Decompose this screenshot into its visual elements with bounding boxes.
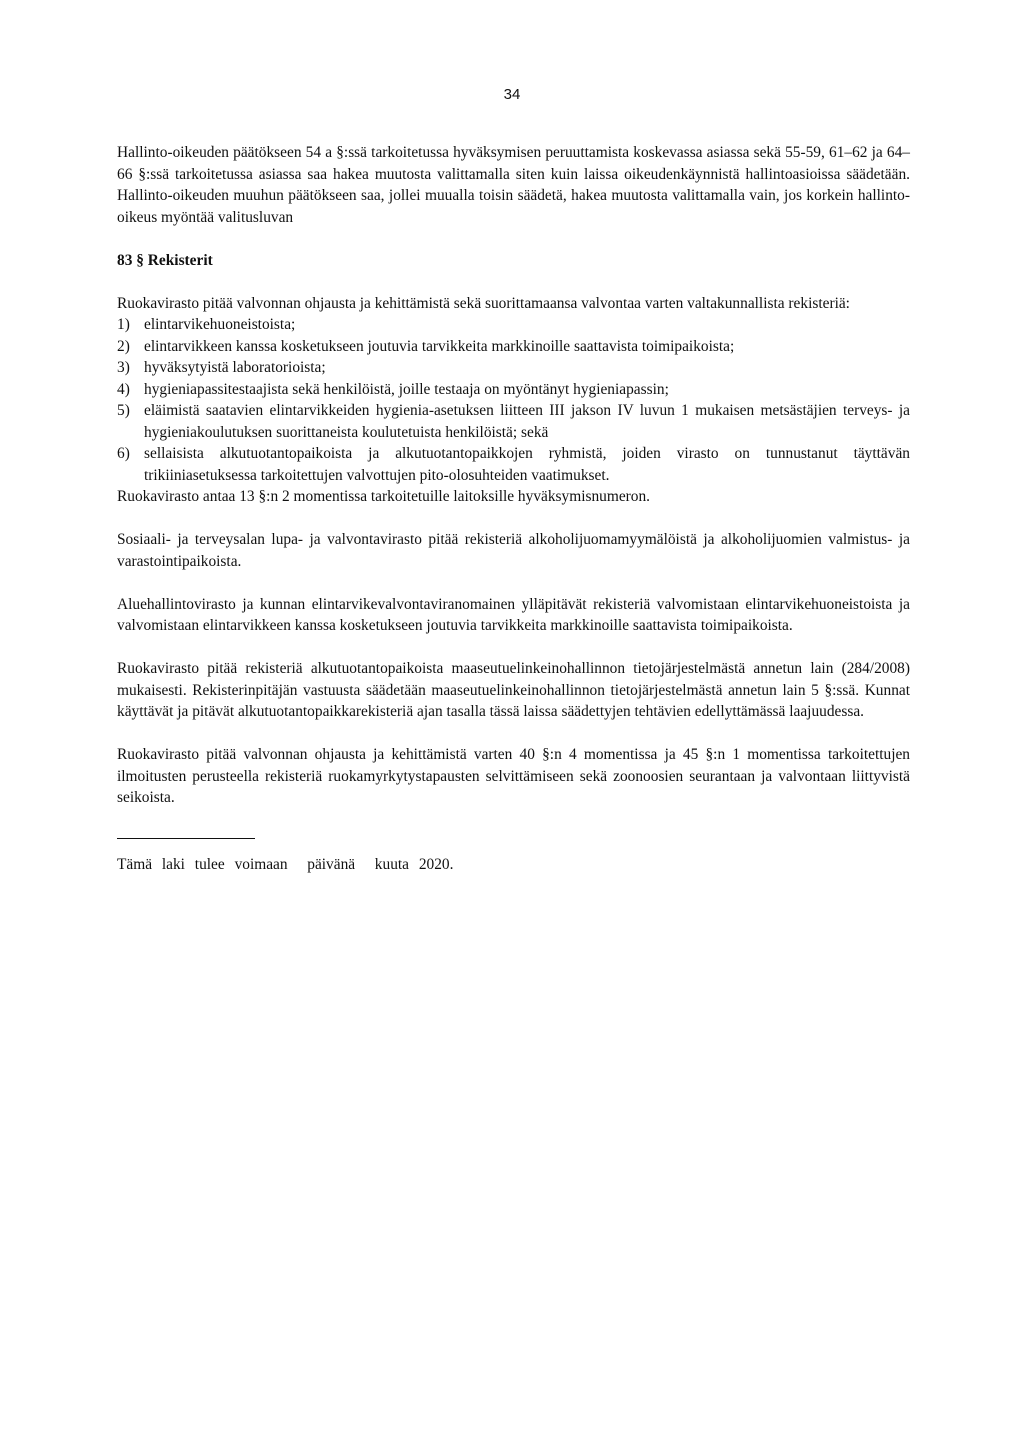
- list-item-text: elintarvikehuoneistoista;: [144, 316, 296, 333]
- list-item-text: sellaisista alkutuotantopaikoista ja alkutuotantopaikkojen ryhmistä, joiden virasto on tunnustanut täyttävän trikiiniasetuksessa tarkoitettujen valvottujen pito-olosuhteiden vaatimukset.: [144, 445, 910, 484]
- spacer: [117, 809, 910, 831]
- page-number: 34: [503, 86, 521, 103]
- spacer: [117, 271, 910, 293]
- list-item: [117, 357, 910, 379]
- list-item-number: 2): [117, 337, 130, 355]
- entry-into-force: Tämä laki tulee voimaan päivänä kuuta 2020.: [117, 856, 454, 873]
- list-item: [117, 400, 910, 443]
- list-item-number: 1): [117, 316, 130, 333]
- list-item: [117, 336, 910, 358]
- spacer: [117, 723, 910, 745]
- spacer: [117, 228, 910, 250]
- list-item: [117, 314, 910, 336]
- spacer: [117, 572, 910, 594]
- spacer: [117, 508, 910, 530]
- list-item-number: 5): [117, 402, 130, 419]
- paragraph-appeal: Hallinto-oikeuden päätökseen 54 a §:ssä tarkoitetussa hyväksymisen peruuttamista koskevassa asiassa sekä 55-59, 61–62 ja 64–66 §:ssä tarkoitetussa asiassa saa hakea muutosta valittamalla siten kuin laissa oikeudenkäynnistä hallintoasioissa säädetään. Hallinto-oikeuden muuhun päätökseen saa, jollei muualla toisin säädetä, hakea muutosta valittamalla vain, jos korkein hallinto-oikeus myöntää valitusluvan: [117, 144, 910, 226]
- paragraph-registers-intro: Ruokavirasto pitää valvonnan ohjausta ja kehittämistä sekä suorittamaansa valvontaa varten valtakunnallista rekisteriä:: [117, 294, 850, 312]
- list-item-number: 3): [117, 359, 130, 376]
- horizontal-rule: [117, 838, 255, 839]
- paragraph-alcohol-registers: Sosiaali- ja terveysalan lupa- ja valvontavirasto pitää rekisteriä alkoholijuomamyymälöistä ja alkoholijuomien valmistus- ja varastointipaikoista.: [117, 531, 910, 570]
- list-item-text: eläimistä saatavien elintarvikkeiden hygienia-asetuksen liitteen III jakson IV luvun 1 mukaisen metsästäjien terveys- ja hygieniakoulutuksen suorittaneista koulutetuista henkilöistä; sekä: [144, 402, 910, 441]
- spacer: [117, 637, 910, 659]
- list-item-text: hygieniapassitestaajista sekä henkilöistä, joille testaaja on myöntänyt hygieniapassin;: [144, 380, 669, 398]
- register-list: [117, 314, 910, 486]
- list-item: [117, 379, 910, 401]
- list-item-number: 4): [117, 380, 130, 398]
- section-heading: 83 § Rekisterit: [117, 251, 213, 269]
- paragraph-approval-number: Ruokavirasto antaa 13 §:n 2 momentissa tarkoitetuille laitoksille hyväksymisnumeron.: [117, 488, 651, 505]
- list-item: [117, 443, 910, 486]
- list-item-text: hyväksytyistä laboratorioista;: [144, 359, 326, 376]
- paragraph-food-poisoning: Ruokavirasto pitää valvonnan ohjausta ja kehittämistä varten 40 §:n 4 momentissa ja 45 §:n 1 momentissa tarkoitettujen ilmoitusten perusteella rekisteriä ruokamyrkytystapausten selvittämiseen sekä zoonoosien seurantaan ja valvontaan liittyvistä seikoista.: [117, 746, 910, 806]
- list-item-text: elintarvikkeen kanssa kosketukseen joutuvia tarvikkeita markkinoille saattavista toimipaikoista;: [144, 337, 735, 355]
- spacer: [117, 830, 910, 838]
- document-body: [117, 142, 910, 876]
- paragraph-regional-registers: Aluehallintovirasto ja kunnan elintarvikevalvontaviranomainen ylläpitävät rekisteriä valvomistaan elintarvikehuoneistoista ja valvomistaan elintarvikkeen kanssa kosketukseen joutuvia tarvikkeita markkinoille saattavista toimipaikoista.: [117, 595, 910, 634]
- paragraph-primary-production: Ruokavirasto pitää rekisteriä alkutuotantopaikoista maaseutuelinkeinohallinnon tietojärjestelmästä annetun lain (284/2008) mukaisesti. Rekisterinpitäjän vastuusta säädetään maaseutuelinkeinohallinnon tietojärjestelmästä annetun lain 5 §:ssä. Kunnat käyttävät ja pitävät alkutuotantopaikkarekisteriä ajan tasalla tässä laissa säädettyjen tehtävien edellyttämässä laajuudessa.: [117, 660, 910, 720]
- list-item-number: 6): [117, 445, 130, 462]
